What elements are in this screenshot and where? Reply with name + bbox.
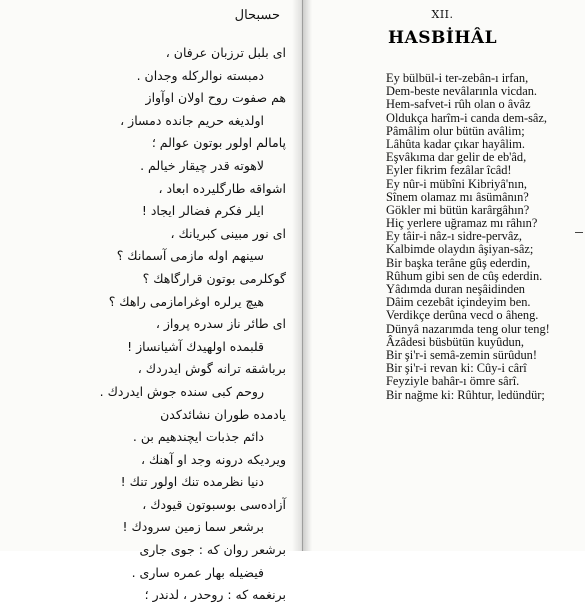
- ottoman-poem-line: سینهم اوله مازمی آسمانك ؟: [116, 248, 264, 264]
- transliterated-poem-line: Eşvâkıma dar gelir de eb'âd,: [386, 150, 527, 165]
- poem-title: HASBİHÂL: [387, 28, 498, 48]
- transliterated-poem-line: Hiç yerlere uğramaz mı râhın?: [386, 216, 538, 231]
- transliterated-poem: [386, 72, 582, 402]
- transliterated-poem-line: Bir nağme ki: Rûhtur, ledündür;: [386, 387, 545, 402]
- ottoman-poem-line: ویردیکه درونه وجد او آهنك ،: [141, 451, 286, 467]
- ottoman-poem-line: هیچ یرلره اوغرامازمی راهك ؟: [108, 293, 264, 309]
- transliterated-poem-line: Ey tâir-i nâz-ı sidre-pervâz,: [386, 229, 522, 244]
- ottoman-poem: [4, 42, 286, 607]
- transliterated-poem-line: Lâhûta kadar çıkar hayâlim.: [386, 136, 525, 151]
- ottoman-poem-line: دنیا نظرمده تنك اولور تنك !: [120, 474, 264, 490]
- ottoman-poem-line: دائم جذبات ایچندهیم بن .: [132, 429, 264, 445]
- transliterated-poem-line: Bir başka terâne gûş ederdin,: [386, 255, 531, 270]
- ottoman-poem-line: برشعر روان که : جوی جاری: [139, 542, 286, 558]
- ottoman-poem-line: لاهوته قدر چیقار خیالم .: [140, 157, 264, 173]
- transliterated-poem-line: Oldukça harîm-i canda dem-sâz,: [386, 110, 548, 125]
- ottoman-poem-line: قلبمده اولهیدك آشیانساز !: [127, 338, 264, 354]
- transliterated-poem-line: Sînem olamaz mı âsümânın?: [386, 189, 529, 204]
- transliterated-poem-line: Ey nûr-i mübîni Kibriyâ'nın,: [386, 176, 528, 191]
- chapter-number: XII.: [431, 8, 454, 21]
- transliterated-poem-line: Bir şi'r-i revan ki: Cûy-i cârî: [386, 361, 527, 376]
- transliterated-poem-line: Rûhum gibi sen de cûş ederdin.: [386, 268, 543, 283]
- transliterated-poem-line: Âzâdesi büsbütün kuyûdun,: [386, 334, 525, 349]
- transliterated-poem-line: Verdikçe derûna vecd o âheng.: [386, 308, 539, 323]
- transliterated-poem-line: Feyziyle bahâr-ı ömre sârî.: [386, 374, 520, 389]
- ottoman-poem-line: اولدیغه حریم جانده دمساز ،: [120, 112, 264, 128]
- ottoman-poem-line: هم صفوت روح اولان اوآواز: [145, 90, 286, 106]
- ottoman-poem-line: گوکلرمی بوتون قرارگاهك ؟: [142, 270, 286, 286]
- ottoman-poem-line: ایلر فکرم فضالر ایجاد !: [141, 203, 264, 219]
- ottoman-poem-line: ای بلبل ترزبان عرفان ،: [165, 45, 286, 60]
- ottoman-poem-line: دمبسته نوالرکله وجدان .: [136, 67, 264, 83]
- transliterated-poem-line: Eyler fikrim fezâlar îcâd!: [386, 163, 512, 178]
- transliterated-poem-line: Pâmâlim olur bütün avâlim;: [386, 123, 525, 138]
- ottoman-poem-line: یادمده طوران نشائدكدن: [160, 406, 286, 422]
- transliterated-poem-line: Hem-safvet-i rûh olan o âvâz: [386, 97, 531, 112]
- ottoman-poem-line: اشواقه طارگلیرده ابعاد ،: [158, 180, 286, 196]
- ottoman-poem-line: برنغمه که : روحدر ، لدندر ؛: [144, 587, 286, 603]
- transliteration-page: [300, 0, 585, 551]
- transliterated-poem-line: Kalbimde olaydın âşiyan-sâz;: [386, 242, 534, 257]
- ottoman-poem-line: آزاده‌سی بوسبوتون قیودك ،: [142, 496, 286, 512]
- transliterated-poem-line: Dem-beste nevâlarınla vicdan.: [386, 84, 538, 99]
- transliterated-poem-line: Dünyâ nazarımda teng olur teng!: [386, 321, 550, 336]
- transliterated-poem-line: Dâim cezebât içindeyim ben.: [386, 295, 531, 310]
- ottoman-title: حسبحال: [234, 8, 280, 23]
- ottoman-poem-line: ای نور مبینی کبریانك ،: [170, 225, 286, 241]
- ottoman-poem-line: برشعر سما زمین سرودك !: [122, 519, 264, 535]
- ottoman-poem-line: پامالم اولور بوتون عوالم ؛: [151, 135, 286, 151]
- ottoman-poem-line: فیضیله بهار عمره ساری .: [131, 564, 264, 580]
- transliterated-poem-line: Bir şi'r-i semâ-zemin sürûdun!: [386, 347, 537, 362]
- transliterated-poem-line: Ey bülbül-i ter-zebân-ı irfan,: [386, 71, 529, 85]
- margin-mark: [575, 232, 583, 233]
- transliterated-poem-line: Gökler mi bütün karârgâhın?: [386, 202, 530, 217]
- ottoman-poem-line: ای طائر ناز سدره پرواز ،: [155, 316, 286, 332]
- transliterated-poem-line: Yâdımda duran neşâidinden: [386, 282, 526, 296]
- ottoman-poem-line: برباشقه ترانه گوش ایدردك ،: [137, 361, 286, 377]
- ottoman-poem-line: روحم کبی سنده جوش ایدردك .: [99, 383, 264, 399]
